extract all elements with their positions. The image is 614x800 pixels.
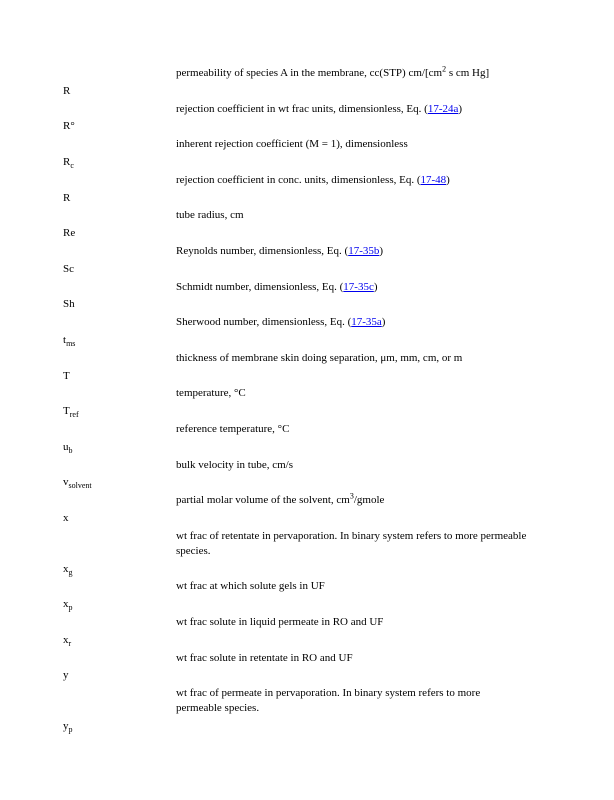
equation-link[interactable]: 17-24a	[427, 102, 459, 115]
symbol-entry	[0, 440, 614, 455]
definition-text: permeable species.	[176, 702, 260, 715]
symbol-text: x	[63, 562, 69, 575]
symbol-entry	[0, 84, 614, 99]
symbol-entry	[0, 719, 614, 734]
definition-entry	[0, 386, 570, 401]
symbol-entry	[0, 191, 614, 206]
definition-entry	[0, 422, 570, 437]
symbol-text: Re	[63, 227, 76, 240]
definition-text: wt frac of permeate in pervaporation. In binary system refers to more	[176, 687, 481, 700]
definition-text: )	[458, 102, 463, 115]
definition-entry	[0, 102, 570, 117]
definition-text: partial molar volume of the solvent, cm	[176, 494, 350, 507]
symbol-text: T	[63, 405, 70, 418]
symbol-text: T	[63, 369, 70, 382]
definition-text: )	[381, 316, 386, 329]
subscript-text: p	[68, 725, 73, 735]
symbol-entry	[0, 297, 614, 312]
subscript-text: g	[68, 567, 73, 577]
definition-text: Sherwood number, dimensionless, Eq. (	[176, 316, 352, 329]
definition-entry	[0, 173, 570, 188]
definition-entry	[0, 493, 570, 508]
definition-entry	[0, 351, 570, 366]
definition-text: rejection coefficient in conc. units, dimensionless, Eq. (	[176, 173, 421, 186]
subscript-text: p	[68, 603, 73, 613]
symbol-text: y	[63, 669, 69, 682]
definition-text: s cm Hg]	[446, 67, 490, 79]
definition-text: )	[373, 280, 378, 293]
equation-link[interactable]: 17-48	[420, 173, 447, 186]
symbol-text: x	[63, 511, 69, 524]
subscript-text: ref	[69, 410, 79, 420]
superscript-text: 2	[442, 64, 447, 74]
symbol-text: R	[63, 191, 71, 204]
definition-entry	[0, 529, 570, 559]
equation-link[interactable]: 17-35c	[343, 280, 374, 293]
symbol-entry	[0, 333, 614, 348]
symbol-entry	[0, 262, 614, 277]
symbol-entry	[0, 475, 614, 490]
definition-entry	[0, 458, 570, 473]
definition-text: bulk velocity in tube, cm/s	[176, 458, 294, 471]
definition-text: permeability of species A in the membrane, cc(STP) cm/[cm	[176, 67, 443, 79]
symbol-text: v	[63, 476, 69, 489]
definition-text: )	[379, 244, 384, 257]
definition-entry	[0, 66, 570, 81]
definition-entry	[0, 579, 570, 594]
subscript-text: b	[68, 445, 73, 455]
definition-text: rejection coefficient in wt frac units, dimensionless, Eq. (	[176, 102, 428, 115]
definition-entry	[0, 244, 570, 259]
definition-text: tube radius, cm	[176, 209, 244, 222]
symbol-entry	[0, 369, 614, 384]
definition-entry	[0, 137, 570, 152]
equation-link[interactable]: 17-35b	[348, 244, 380, 257]
definition-text: reference temperature, °C	[176, 422, 290, 435]
symbol-entry	[0, 597, 614, 612]
symbol-entry	[0, 668, 614, 683]
symbol-entry	[0, 119, 614, 134]
symbol-entry	[0, 226, 614, 241]
definition-text: wt frac at which solute gels in UF	[176, 580, 325, 593]
subscript-text: c	[70, 161, 74, 171]
definition-entry	[0, 315, 570, 330]
symbol-text: R°	[63, 120, 75, 133]
definition-entry	[0, 280, 570, 295]
definition-text: Schmidt number, dimensionless, Eq. (	[176, 280, 344, 293]
symbol-entry	[0, 511, 614, 526]
definition-entry	[0, 208, 570, 223]
symbol-text: R	[63, 155, 71, 168]
definition-entry	[0, 686, 570, 716]
definition-entry	[0, 615, 570, 630]
symbol-entry	[0, 633, 614, 648]
definition-text: temperature, °C	[176, 387, 246, 400]
symbol-entry	[0, 155, 614, 170]
equation-link[interactable]: 17-35a	[351, 316, 382, 329]
symbol-text: u	[63, 440, 69, 453]
superscript-text: 3	[349, 491, 354, 501]
definition-text: /gmole	[353, 494, 385, 507]
symbol-text: x	[63, 633, 69, 646]
symbol-text: y	[63, 719, 69, 732]
definition-text: wt frac solute in retentate in RO and UF	[176, 651, 353, 664]
symbol-entry	[0, 562, 614, 577]
definition-text: thickness of membrane skin doing separation, μm, mm, cm, or m	[176, 351, 463, 364]
symbol-text: x	[63, 598, 69, 611]
symbol-text: t	[63, 333, 67, 346]
definition-text: Reynolds number, dimensionless, Eq. (	[176, 244, 349, 257]
symbol-text: R	[63, 84, 71, 97]
definition-text: wt frac of retentate in pervaporation. In binary system refers to more permeable	[176, 529, 527, 542]
definition-text: wt frac solute in liquid permeate in RO and UF	[176, 615, 384, 628]
subscript-text: r	[68, 638, 72, 648]
definition-text: inherent rejection coefficient (M = 1), dimensionless	[176, 138, 408, 151]
definition-text: )	[446, 173, 450, 186]
nomenclature-list	[0, 66, 614, 734]
definition-text: species.	[176, 544, 211, 557]
subscript-text: solvent	[68, 481, 92, 491]
symbol-text: Sh	[63, 298, 75, 311]
symbol-text: Sc	[63, 262, 74, 275]
subscript-text: ms	[66, 339, 76, 349]
definition-entry	[0, 651, 570, 666]
symbol-entry	[0, 404, 614, 419]
